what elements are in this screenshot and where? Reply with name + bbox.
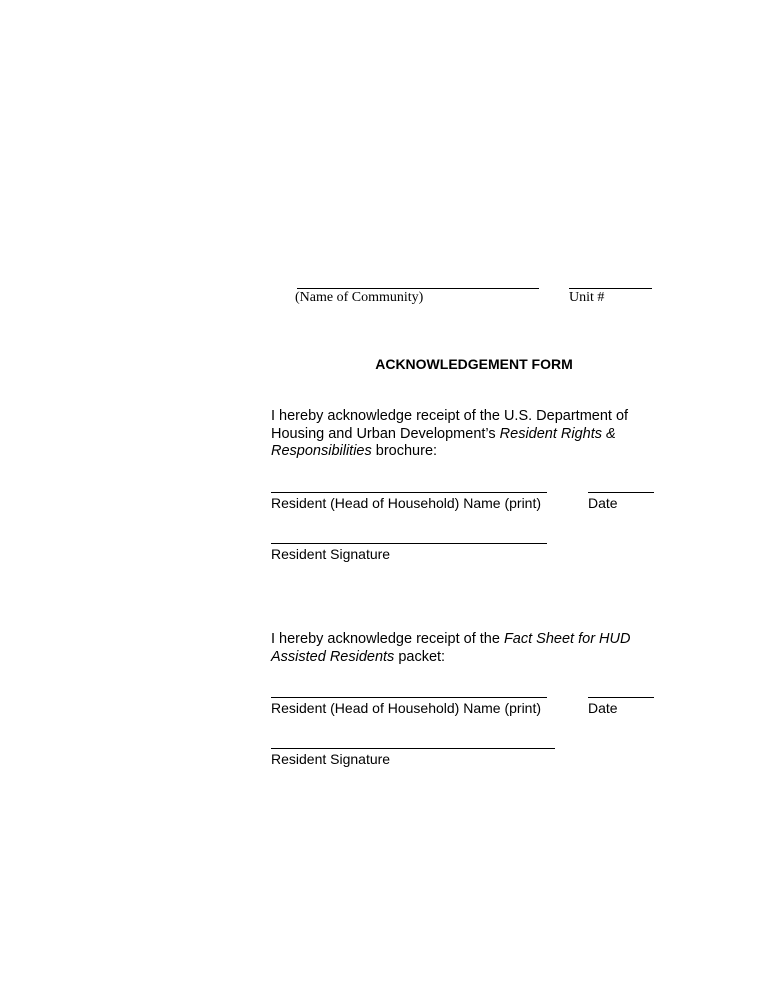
resident-signature-label: Resident Signature: [271, 751, 391, 767]
fact-sheet-title: Fact Sheet for HUD Assisted Residents: [271, 631, 631, 665]
community-name-label: (Name of Community): [295, 290, 424, 305]
resident-signature-label: Resident Signature: [271, 546, 391, 562]
resident-name-label: Resident (Head of Household) Name (print): [271, 495, 542, 511]
resident-signature-line: [271, 748, 555, 749]
paragraph-text: I hereby acknowledge receipt of the: [271, 631, 504, 647]
unit-number-line: [569, 288, 652, 289]
unit-number-label: Unit #: [569, 290, 605, 305]
paragraph-text: brochure:: [371, 443, 438, 459]
resident-signature-line: [271, 543, 547, 544]
form-title: ACKNOWLEDGEMENT FORM: [375, 356, 573, 372]
community-name-line: [297, 288, 539, 289]
paragraph-text: I hereby acknowledge receipt of the U.S. Department of Housing and Urban Development’s: [271, 408, 629, 442]
date-line: [588, 492, 654, 493]
paragraph-text: packet:: [394, 648, 446, 665]
date-line: [588, 697, 654, 698]
date-label: Date: [588, 700, 618, 716]
resident-name-label: Resident (Head of Household) Name (print): [271, 700, 542, 716]
resident-name-line: [271, 697, 547, 698]
acknowledgement-paragraph-fact-sheet: [271, 631, 656, 666]
resident-name-line: [271, 492, 547, 493]
acknowledgement-paragraph-rights: [271, 408, 661, 461]
date-label: Date: [588, 495, 618, 511]
brochure-title: Resident Rights & Responsibilities: [271, 425, 616, 459]
